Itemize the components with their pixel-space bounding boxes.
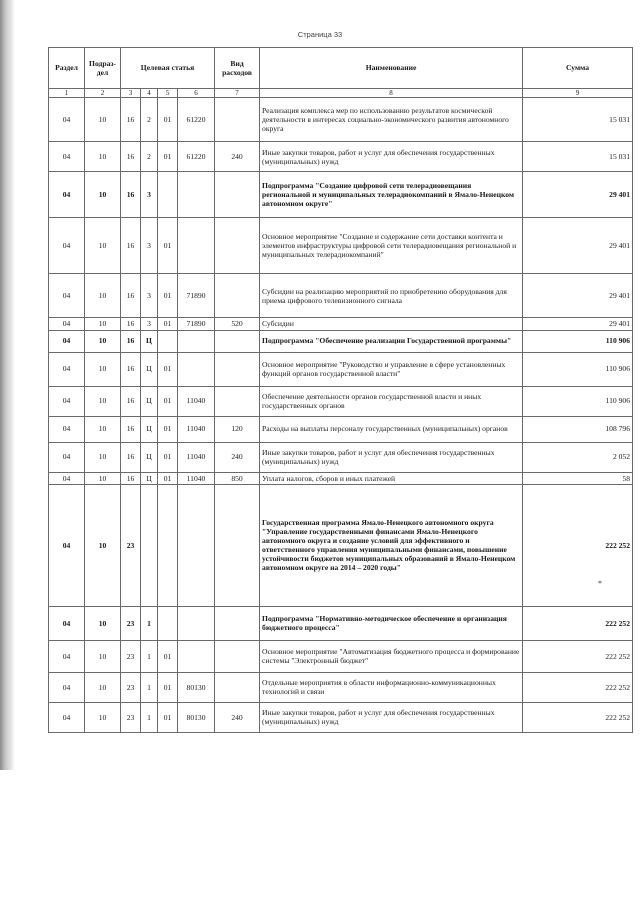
row-article-d <box>178 352 215 386</box>
column-number: 2 <box>85 89 121 98</box>
row-sum: 110 906 <box>523 352 633 386</box>
row-subsection: 10 <box>85 416 121 442</box>
row-article-b: 3 <box>141 318 158 330</box>
row-article-b: Ц <box>141 330 158 352</box>
row-article-a: 23 <box>121 484 141 606</box>
row-name: Иные закупки товаров, работ и услуг для обеспечения государственных (муниципальных) нужд <box>260 142 523 172</box>
row-expense-type: 240 <box>215 442 260 472</box>
row-name: Основное мероприятие "Руководство и управление в сфере установленных функций органов государственной власти" <box>260 352 523 386</box>
budget-table <box>48 47 633 733</box>
row-expense-type: 850 <box>215 472 260 484</box>
row-article-c: 01 <box>158 318 178 330</box>
row-section: 04 <box>49 330 85 352</box>
row-subsection: 10 <box>85 142 121 172</box>
row-sum: 110 906 <box>523 330 633 352</box>
column-number: 3 <box>121 89 141 98</box>
row-article-b: Ц <box>141 442 158 472</box>
row-subsection: 10 <box>85 640 121 672</box>
row-section: 04 <box>49 352 85 386</box>
row-section: 04 <box>49 274 85 318</box>
row-article-c <box>158 606 178 640</box>
table-row <box>49 274 633 318</box>
row-subsection: 10 <box>85 442 121 472</box>
header-name: Наименование <box>260 48 523 89</box>
row-section: 04 <box>49 98 85 142</box>
table-row <box>49 142 633 172</box>
row-article-d: 80130 <box>178 672 215 702</box>
row-article-c: 01 <box>158 672 178 702</box>
row-article-a: 16 <box>121 352 141 386</box>
row-article-b: 1 <box>141 640 158 672</box>
row-name: Расходы на выплаты персоналу государственных (муниципальных) органов <box>260 416 523 442</box>
row-section: 04 <box>49 172 85 218</box>
row-subsection: 10 <box>85 386 121 416</box>
row-sum: 110 906 <box>523 386 633 416</box>
row-name: Подпрограмма "Создание цифровой сети телерадиовещания региональной и муниципальных телерадиокомпаний в Ямало-Ненецком автономном округе" <box>260 172 523 218</box>
row-section: 04 <box>49 472 85 484</box>
row-section: 04 <box>49 386 85 416</box>
row-subsection: 10 <box>85 472 121 484</box>
row-article-b: 3 <box>141 172 158 218</box>
column-number: 4 <box>141 89 158 98</box>
row-article-a: 23 <box>121 702 141 732</box>
row-expense-type: 120 <box>215 416 260 442</box>
row-name: Обеспечение деятельности органов государственной власти и иных государственных органов <box>260 386 523 416</box>
row-sum: 108 796 <box>523 416 633 442</box>
row-article-b: Ц <box>141 352 158 386</box>
row-article-a: 16 <box>121 330 141 352</box>
table-row <box>49 386 633 416</box>
row-article-a: 23 <box>121 672 141 702</box>
row-section: 04 <box>49 484 85 606</box>
row-article-c: 01 <box>158 274 178 318</box>
row-article-d: 71890 <box>178 318 215 330</box>
row-article-c: 01 <box>158 98 178 142</box>
row-name: Реализация комплекса мер по использованию результатов космической деятельности в интересах социально-экономического развития автономного округа <box>260 98 523 142</box>
row-section: 04 <box>49 318 85 330</box>
row-subsection: 10 <box>85 98 121 142</box>
row-article-b: Ц <box>141 386 158 416</box>
row-article-b: 1 <box>141 702 158 732</box>
row-article-c: 01 <box>158 142 178 172</box>
row-article-d: 71890 <box>178 274 215 318</box>
row-sum: 2 052 <box>523 442 633 472</box>
row-article-d: 80130 <box>178 702 215 732</box>
table-row <box>49 318 633 330</box>
row-article-a: 16 <box>121 442 141 472</box>
row-article-a: 23 <box>121 606 141 640</box>
row-sum: 58 <box>523 472 633 484</box>
row-article-d <box>178 218 215 274</box>
row-article-a: 16 <box>121 416 141 442</box>
column-number: 5 <box>158 89 178 98</box>
row-article-a: 16 <box>121 218 141 274</box>
table-row <box>49 640 633 672</box>
row-subsection: 10 <box>85 330 121 352</box>
row-subsection: 10 <box>85 702 121 732</box>
table-row <box>49 672 633 702</box>
row-article-b: 1 <box>141 606 158 640</box>
row-expense-type <box>215 98 260 142</box>
row-article-b: 3 <box>141 274 158 318</box>
row-article-d <box>178 640 215 672</box>
row-article-c: 01 <box>158 640 178 672</box>
row-expense-type <box>215 672 260 702</box>
row-expense-type <box>215 218 260 274</box>
row-name: Подпрограмма "Обеспечение реализации Государственной программы" <box>260 330 523 352</box>
row-article-b: Ц <box>141 416 158 442</box>
row-sum: 222 252 <box>523 640 633 672</box>
row-sum: 15 031 <box>523 98 633 142</box>
row-article-c: 01 <box>158 702 178 732</box>
row-name: Субсидии <box>260 318 523 330</box>
row-expense-type <box>215 172 260 218</box>
row-subsection: 10 <box>85 352 121 386</box>
row-article-d: 11040 <box>178 442 215 472</box>
row-article-c: 01 <box>158 352 178 386</box>
row-name: Уплата налогов, сборов и иных платежей <box>260 472 523 484</box>
row-article-a: 23 <box>121 640 141 672</box>
table-row <box>49 352 633 386</box>
row-sum: 222 252 <box>523 484 633 606</box>
row-article-a: 16 <box>121 98 141 142</box>
row-article-b: Ц <box>141 472 158 484</box>
row-expense-type: 520 <box>215 318 260 330</box>
row-article-b: 2 <box>141 98 158 142</box>
table-row <box>49 172 633 218</box>
header-target-article: Целевая статья <box>121 48 215 89</box>
table-row <box>49 330 633 352</box>
row-subsection: 10 <box>85 484 121 606</box>
header-subsection: Подраз-дел <box>85 48 121 89</box>
row-article-d: 61220 <box>178 142 215 172</box>
row-subsection: 10 <box>85 218 121 274</box>
row-section: 04 <box>49 442 85 472</box>
row-section: 04 <box>49 672 85 702</box>
row-expense-type: 240 <box>215 142 260 172</box>
row-name: Иные закупки товаров, работ и услуг для обеспечения государственных (муниципальных) нужд <box>260 702 523 732</box>
row-subsection: 10 <box>85 318 121 330</box>
row-name: Иные закупки товаров, работ и услуг для обеспечения государственных (муниципальных) нужд <box>260 442 523 472</box>
row-article-d: 11040 <box>178 472 215 484</box>
row-sum: 29 401 <box>523 274 633 318</box>
row-article-b <box>141 484 158 606</box>
table-row <box>49 218 633 274</box>
blank-margin <box>0 770 640 905</box>
row-sum: 222 252 <box>523 672 633 702</box>
row-expense-type <box>215 606 260 640</box>
row-article-c: 01 <box>158 416 178 442</box>
row-article-d <box>178 606 215 640</box>
row-expense-type <box>215 352 260 386</box>
row-article-c: 01 <box>158 218 178 274</box>
row-name: Субсидии на реализацию мероприятий по приобретению оборудования для приема цифрового телевизионного сигнала <box>260 274 523 318</box>
row-sum: 29 401 <box>523 318 633 330</box>
table-row <box>49 606 633 640</box>
row-section: 04 <box>49 606 85 640</box>
column-number: 6 <box>178 89 215 98</box>
row-section: 04 <box>49 416 85 442</box>
row-article-a: 16 <box>121 318 141 330</box>
row-section: 04 <box>49 702 85 732</box>
row-name: Подпрограмма "Нормативно-методическое обеспечение и организация бюджетного процесса" <box>260 606 523 640</box>
column-number: 8 <box>260 89 523 98</box>
table-header-row <box>49 48 633 89</box>
row-section: 04 <box>49 640 85 672</box>
row-subsection: 10 <box>85 172 121 218</box>
row-article-a: 16 <box>121 472 141 484</box>
row-article-a: 16 <box>121 172 141 218</box>
header-sum: Сумма <box>523 48 633 89</box>
row-article-d <box>178 484 215 606</box>
row-subsection: 10 <box>85 606 121 640</box>
row-article-d: 11040 <box>178 416 215 442</box>
column-number: 7 <box>215 89 260 98</box>
row-article-b: 3 <box>141 218 158 274</box>
row-subsection: 10 <box>85 274 121 318</box>
row-article-c: 01 <box>158 386 178 416</box>
row-name: Основное мероприятие "Создание и содержание сети доставки контента и элементов инфраструктуры цифровой сети телерадиовещания региональной и муниципальных телерадиокомпаний" <box>260 218 523 274</box>
table-row <box>49 442 633 472</box>
column-number: 1 <box>49 89 85 98</box>
column-number-row <box>49 89 633 98</box>
row-sum: 29 401 <box>523 218 633 274</box>
row-expense-type <box>215 386 260 416</box>
row-subsection: 10 <box>85 672 121 702</box>
row-article-d <box>178 330 215 352</box>
row-article-c <box>158 172 178 218</box>
row-sum: 222 252 <box>523 606 633 640</box>
row-name: Государственная программа Ямало-Ненецкого автономного округа "Управление государственными финансами Ямало-Ненецкого автономного округа и создание условий для эффективного и ответственного управления муниципальными финансами, повышение устойчивости бюджетов муниципальных образований в Ямало-Ненецком автономном округе на 2014 – 2020 годы" <box>260 484 523 606</box>
row-sum: 222 252 <box>523 702 633 732</box>
header-section: Раздел <box>49 48 85 89</box>
page-label: Страница 33 <box>297 30 343 39</box>
row-sum: 15 031 <box>523 142 633 172</box>
row-expense-type <box>215 640 260 672</box>
column-number: 9 <box>523 89 633 98</box>
row-article-c <box>158 484 178 606</box>
row-expense-type <box>215 330 260 352</box>
row-article-b: 1 <box>141 672 158 702</box>
table-body <box>49 98 633 732</box>
row-expense-type <box>215 484 260 606</box>
table-row <box>49 484 633 606</box>
row-article-c <box>158 330 178 352</box>
row-article-a: 16 <box>121 274 141 318</box>
table-row <box>49 98 633 142</box>
row-article-a: 16 <box>121 386 141 416</box>
row-expense-type: 240 <box>215 702 260 732</box>
row-name: Основное мероприятие "Автоматизация бюджетного процесса и формирование системы "Электронный бюджет" <box>260 640 523 672</box>
row-article-d: 61220 <box>178 98 215 142</box>
row-article-d: 11040 <box>178 386 215 416</box>
row-section: 04 <box>49 142 85 172</box>
table-row <box>49 472 633 484</box>
row-article-c: 01 <box>158 472 178 484</box>
header-expense-type: Вид расходов <box>215 48 260 89</box>
scan-edge-shadow <box>0 0 14 770</box>
row-article-a: 16 <box>121 142 141 172</box>
table-row <box>49 416 633 442</box>
row-expense-type <box>215 274 260 318</box>
row-article-c: 01 <box>158 442 178 472</box>
row-article-b: 2 <box>141 142 158 172</box>
row-section: 04 <box>49 218 85 274</box>
stray-mark: * <box>598 579 602 588</box>
row-name: Отдельные мероприятия в области информационно-коммуникационных технологий и связи <box>260 672 523 702</box>
row-article-d <box>178 172 215 218</box>
row-sum: 29 401 <box>523 172 633 218</box>
table-row <box>49 702 633 732</box>
